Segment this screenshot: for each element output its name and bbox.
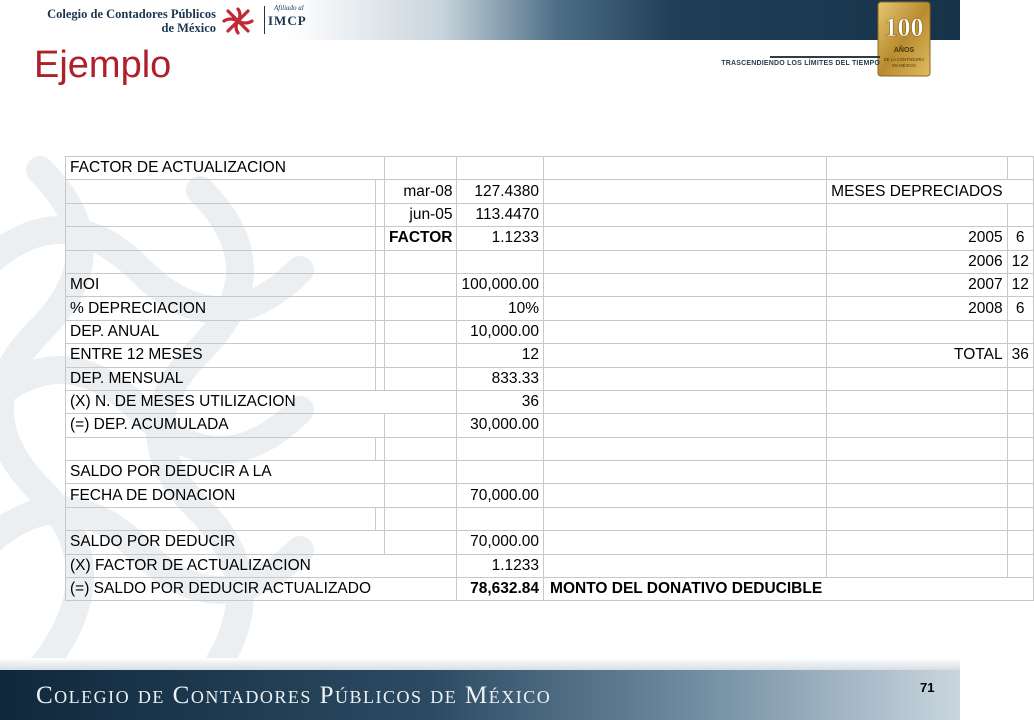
table-cell: MONTO DEL DONATIVO DEDUCIBLE [544,578,827,601]
table-cell [376,367,385,390]
table-row [66,250,1034,273]
table-cell: 36 [1007,344,1033,367]
table-cell: 100,000.00 [457,273,544,296]
table-cell: 6 [1007,297,1033,320]
table-cell [385,390,457,413]
table-row [66,507,1034,530]
table-cell [1007,390,1033,413]
table-cell [544,157,827,180]
table-cell [544,507,827,530]
ccpm-emblem-icon [218,5,258,37]
table-row [66,227,1034,250]
table-cell [376,507,385,530]
table-cell [376,484,385,507]
table-cell [457,507,544,530]
tagline: TRASCENDIENDO LOS LÍMITES DEL TIEMPO [721,60,880,67]
table-cell [827,531,1007,554]
table-cell [385,507,457,530]
table-cell: MESES DEPRECIADOS [827,180,1007,203]
table-cell [1007,414,1033,437]
table-cell [544,344,827,367]
table-cell [1007,367,1033,390]
table-cell: FACTOR DE ACTUALIZACION [66,157,376,180]
footer-rule [0,658,960,670]
table-cell: 12 [1007,273,1033,296]
table-cell: 12 [457,344,544,367]
svg-text:100: 100 [884,13,924,42]
table-cell [385,414,457,437]
table-cell [1007,180,1033,203]
table-cell [544,554,827,577]
table-cell: 1.1233 [457,554,544,577]
table-cell [544,227,827,250]
depreciation-table [65,156,1034,601]
table-cell [385,344,457,367]
table-cell [544,250,827,273]
table-cell [66,227,376,250]
table-cell [1007,578,1033,601]
table-cell [376,320,385,343]
table-cell [1007,157,1033,180]
table-cell: ENTRE 12 MESES [66,344,376,367]
table-cell: MOI [66,273,376,296]
table-cell: 10,000.00 [457,320,544,343]
table-cell [457,461,544,484]
table-cell [376,437,385,460]
table-row [66,320,1034,343]
table-cell [376,390,385,413]
anniversary-logo-icon [876,0,932,78]
table-cell [457,157,544,180]
org-name-line1: Colegio de Contadores Públicos [47,7,216,21]
table-cell [376,344,385,367]
affiliation-divider [264,6,265,34]
table-cell [66,437,376,460]
table-cell: 1.1233 [457,227,544,250]
table-cell [457,250,544,273]
table-cell [385,297,457,320]
table-cell: jun-05 [385,203,457,226]
page-number: 71 [920,680,935,695]
table-cell: FACTOR [385,227,457,250]
table-cell: 833.33 [457,367,544,390]
table-cell [385,461,457,484]
table-cell: SALDO POR DEDUCIR A LA [66,461,376,484]
table-cell: 78,632.84 [457,578,544,601]
table-cell [544,390,827,413]
table-cell [544,484,827,507]
table-cell [544,367,827,390]
table-cell [1007,484,1033,507]
affiliation-small: Afiliado al [274,4,304,12]
table-cell: (=) DEP. ACUMULADA [66,414,376,437]
table-cell [544,273,827,296]
table-cell: DEP. ANUAL [66,320,376,343]
table-row [66,437,1034,460]
table-cell: 30,000.00 [457,414,544,437]
table-cell: 36 [457,390,544,413]
table-cell [385,484,457,507]
table-cell: 6 [1007,227,1033,250]
table-row [66,344,1034,367]
table-cell [827,461,1007,484]
table-cell: (=) SALDO POR DEDUCIR ACTUALIZADO [66,578,376,601]
affiliation-name: IMCP [268,13,307,28]
table-cell [544,203,827,226]
org-name [36,7,216,35]
table-row [66,531,1034,554]
table-cell [66,180,376,203]
table-cell [457,437,544,460]
table-cell [376,157,385,180]
table-cell [544,414,827,437]
table-cell [385,250,457,273]
table-cell: % DEPRECIACION [66,297,376,320]
table-cell [827,390,1007,413]
table-cell [376,554,385,577]
table-cell: 10% [457,297,544,320]
table-cell [544,297,827,320]
table-cell [66,250,376,273]
tagline-rule [770,56,880,58]
table-row [66,273,1034,296]
table-cell [376,461,385,484]
table-cell [544,320,827,343]
table-cell: (X) N. DE MESES UTILIZACION [66,390,376,413]
table-cell [376,578,385,601]
table-cell: 12 [1007,250,1033,273]
table-cell [1007,531,1033,554]
table-cell: (X) FACTOR DE ACTUALIZACION [66,554,376,577]
table-row [66,180,1034,203]
table-row [66,203,1034,226]
table-cell [376,250,385,273]
table-cell [544,180,827,203]
table-cell [66,203,376,226]
table-cell: mar-08 [385,180,457,203]
table-cell [385,273,457,296]
table-cell [544,437,827,460]
table-cell [1007,461,1033,484]
table-cell [376,414,385,437]
table-row [66,390,1034,413]
table-cell [385,554,457,577]
table-cell [827,578,1007,601]
table-cell: TOTAL [827,344,1007,367]
table-cell [827,484,1007,507]
slide-title: Ejemplo [34,44,172,86]
table-row [66,554,1034,577]
org-name-line2: de México [161,21,216,35]
svg-text:EN MÉXICO: EN MÉXICO [892,63,916,68]
table-cell: SALDO POR DEDUCIR [66,531,376,554]
table-cell [376,180,385,203]
table-cell [544,531,827,554]
table-cell [1007,320,1033,343]
svg-text:DE LA CONTADURÍA: DE LA CONTADURÍA [883,57,925,62]
table-cell [376,227,385,250]
table-cell [827,320,1007,343]
table-row [66,297,1034,320]
footer-org-name: Colegio de Contadores Públicos de México [36,682,552,709]
table-cell [827,414,1007,437]
table-cell: 70,000.00 [457,531,544,554]
table-row [66,484,1034,507]
table-cell [376,273,385,296]
table-cell [385,437,457,460]
table-cell [66,507,376,530]
table-cell [385,578,457,601]
table-cell [1007,554,1033,577]
table-row [66,578,1034,601]
table-cell [385,320,457,343]
table-row [66,157,1034,180]
table-cell [376,297,385,320]
table-cell: 2005 [827,227,1007,250]
table-cell [827,437,1007,460]
table-cell [385,531,457,554]
table-row [66,461,1034,484]
table-cell: 70,000.00 [457,484,544,507]
table-cell [827,157,1007,180]
table-cell: 2006 [827,250,1007,273]
table-cell [376,203,385,226]
table-cell [1007,203,1033,226]
table-cell: FECHA DE DONACION [66,484,376,507]
table-cell [385,367,457,390]
table-cell [827,507,1007,530]
table-cell [827,203,1007,226]
table-cell [385,157,457,180]
svg-text:AÑOS: AÑOS [893,47,915,54]
table-cell [827,367,1007,390]
table-cell [827,554,1007,577]
table-cell: DEP. MENSUAL [66,367,376,390]
table-cell: 2008 [827,297,1007,320]
table-cell [1007,507,1033,530]
table-row [66,367,1034,390]
table-cell [544,461,827,484]
table-row [66,414,1034,437]
table-cell: 113.4470 [457,203,544,226]
table-cell [1007,437,1033,460]
table-cell: 127.4380 [457,180,544,203]
table-cell [376,531,385,554]
affiliation [268,4,307,29]
table-cell: 2007 [827,273,1007,296]
